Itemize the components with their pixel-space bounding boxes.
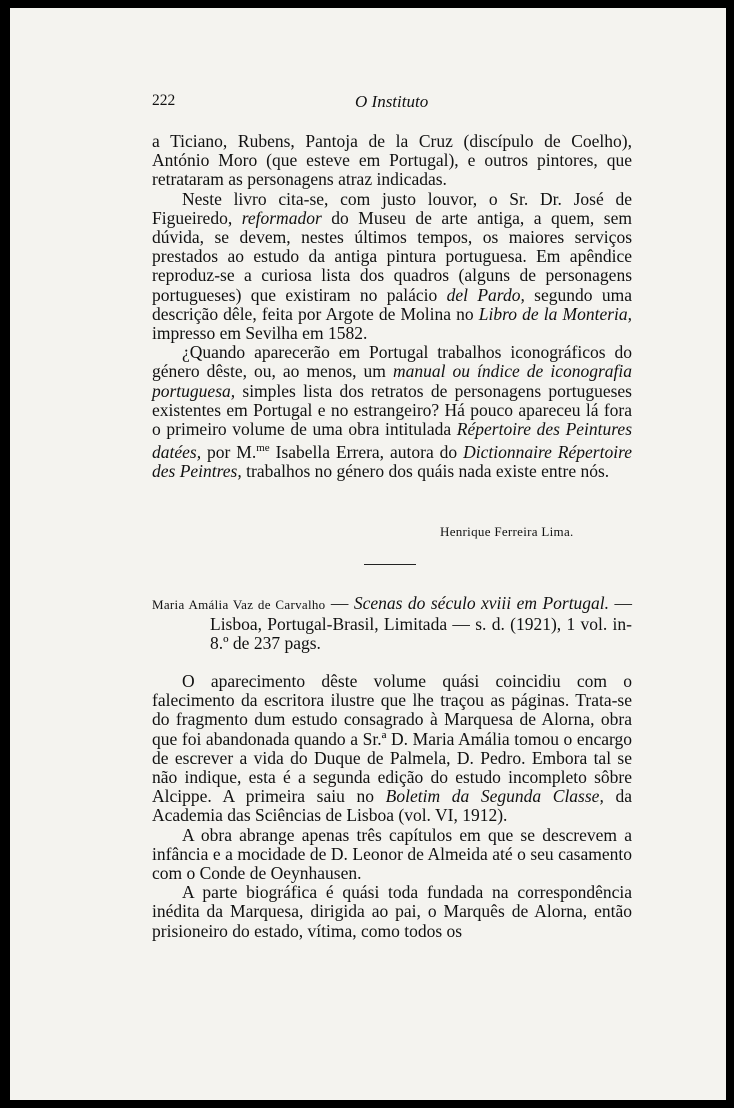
- section-two-text: [152, 672, 632, 941]
- review-details: — Lisboa, Portugal-Brasil, Limitada — s. d. (1921), 1 vol. in-8.º de 237 pags.: [210, 593, 633, 653]
- review-title: Scenas do século xviii em Portugal.: [353, 593, 610, 613]
- review-author: Maria Amália Vaz de Carvalho: [152, 597, 326, 612]
- paragraph: ¿Quando aparecerão em Portugal trabalhos iconográficos do género dêste, ou, ao menos, um manual ou índice de iconografia portuguesa, simples lista dos retratos de personagens portugueses existentes em Portugal e no estrangeiro? Há pouco apareceu lá fora o primeiro volume de uma obra intitulada Répertoire des Peintures datées, por M.$^{me}$ Isabella Errera, autora do Dictionnaire Répertoire des Peintres, trabalhos no género dos quáis nada existe entre nós.: [152, 342, 633, 482]
- section-divider: [364, 564, 416, 565]
- review-heading: Maria Amália Vaz de Carvalho — Scenas do século xviii em Portugal. — Lisboa, Portugal-Brasil, Limitada — s. d. (1921), 1 vol. in-8.º de 237 pags.: [152, 593, 633, 653]
- page-number: 222: [152, 92, 176, 109]
- section-one-text: [152, 132, 632, 481]
- book-page: [10, 8, 726, 1100]
- book-title: Dictionnaire Répertoire des Peintres,: [152, 442, 632, 482]
- paragraph: Neste livro cita-se, com justo louvor, o Sr. Dr. José de Figueiredo, reformador do Museu de arte antiga, a quem, sem dúvida, se devem, nestes últimos tempos, os maiores serviços prestados ao estudo da antiga pintura portuguesa. Em apêndice reproduz-se a curiosa lista dos quadros (alguns de personagens portugueses) que existiram no palácio del Pardo, segundo uma descrição dêle, feita por Argote de Molina no Libro de la Monteria, impresso em Sevilha em 1582.: [152, 188, 633, 344]
- signature: Henrique Ferreira Lima.: [440, 524, 574, 539]
- paragraph: A obra abrange apenas três capítulos em que se descrevem a infância e a mocidade de D. Leonor de Almeida até o seu casamento com o Conde de Oeynhausen.: [152, 824, 632, 884]
- book-title: Répertoire des Peintures datées,: [152, 419, 633, 463]
- book-title: Libro de la Monteria,: [478, 303, 633, 324]
- italic-term: reformador: [241, 207, 322, 228]
- italic-term: del Pardo,: [446, 284, 525, 305]
- journal-title: Boletim da Segunda Classe,: [385, 786, 604, 807]
- running-title: O Instituto: [355, 92, 429, 111]
- paragraph: a Ticiano, Rubens, Pantoja de la Cruz (discípulo de Coelho), António Moro (que esteve em Portugal), e outros pintores, que retrataram as personagens atraz indicadas.: [152, 131, 632, 190]
- italic-term: manual ou índice de iconografia portuguesa,: [152, 361, 632, 401]
- paragraph: O aparecimento dêste volume quási coincidiu com o falecimento da escritora ilustre que lhe traçou as páginas. Trata-se do fragmento dum estudo consagrado à Marquesa de Alorna, obra que foi abandonada quando a Sr.ª D. Maria Amália tomou o encargo de escrever a vida do Duque de Palmela, D. Pedro. Embora tal se não indique, esta é a segunda edição do estudo incompleto sôbre Alcippe. A primeira saiu no Boletim da Segunda Classe, da Academia das Sciências de Lisboa (vol. VI, 1912).: [152, 671, 632, 826]
- paragraph: A parte biográfica é quási toda fundada na correspondência inédita da Marquesa, dirigida ao pai, o Marquês de Alorna, então prisioneiro do estado, vítima, como todos os: [152, 882, 632, 941]
